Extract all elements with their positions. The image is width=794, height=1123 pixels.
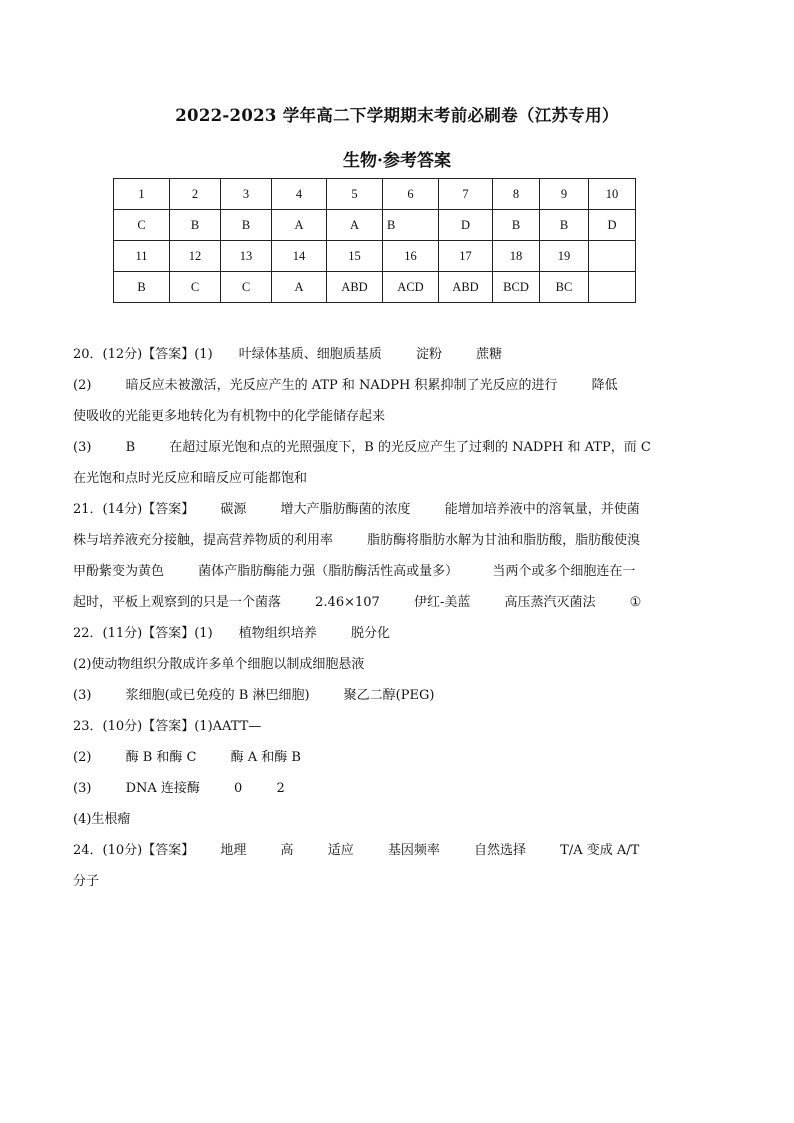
q20-header: 20．(12分)【答案】(1) xyxy=(73,347,213,362)
q23-line3 xyxy=(73,773,683,804)
answer-cell: B xyxy=(540,210,589,241)
q20-answer: 降低 xyxy=(591,378,618,393)
q22-line3 xyxy=(73,680,683,711)
q24-answer: 高 xyxy=(280,843,294,858)
q24-answer: 适应 xyxy=(327,843,354,858)
answer-cell: C xyxy=(221,272,272,303)
q21-answer: ① xyxy=(629,595,642,610)
q20-line1 xyxy=(73,339,683,370)
answer-table-row xyxy=(114,179,636,210)
part-label: (2) xyxy=(73,750,92,765)
q21-answer: 脂肪酶将脂肪水解为甘油和脂肪酸，脂肪酸使溴 xyxy=(367,533,641,548)
q20-answer: 蔗糖 xyxy=(476,347,503,362)
answer-table-row xyxy=(114,272,636,303)
question-number-cell: 9 xyxy=(540,179,589,210)
part-label: (2) xyxy=(73,378,92,393)
answer-cell: D xyxy=(589,210,636,241)
part-label: (3) xyxy=(73,440,92,455)
question-number-cell: 10 xyxy=(589,179,636,210)
part-label: (3) xyxy=(73,781,92,796)
q21-answer: 碳源 xyxy=(220,502,247,517)
q20-answer: 叶绿体基质、细胞质基质 xyxy=(238,347,382,362)
answer-cell: A xyxy=(327,210,383,241)
q22-answer: 脱分化 xyxy=(350,626,390,641)
answer-cell: D xyxy=(439,210,493,241)
q23-answer: 酶 A 和酶 B xyxy=(230,750,301,765)
question-number-cell: 18 xyxy=(493,241,540,272)
q23-answer: 0 xyxy=(234,781,243,796)
answer-cell xyxy=(589,272,636,303)
question-number-cell: 16 xyxy=(383,241,439,272)
q21-header: 21．(14分)【答案】 xyxy=(73,502,195,517)
question-number-cell: 4 xyxy=(272,179,327,210)
answer-table xyxy=(113,178,636,303)
q20-answer: 在光饱和点时光反应和暗反应可能都饱和 xyxy=(73,471,308,486)
answer-cell: B xyxy=(221,210,272,241)
q24-answer: 自然选择 xyxy=(474,843,527,858)
q23-answer: (4)生根瘤 xyxy=(73,812,131,827)
q21-line1 xyxy=(73,494,683,525)
q21-answer: 增大产脂肪酶菌的浓度 xyxy=(280,502,411,517)
q23-answer: 2 xyxy=(276,781,285,796)
q22-answer: 植物组织培养 xyxy=(238,626,317,641)
question-number-cell: 2 xyxy=(170,179,221,210)
q23-answer: 酶 B 和酶 C xyxy=(125,750,197,765)
question-number-cell: 8 xyxy=(493,179,540,210)
question-number-cell: 15 xyxy=(327,241,383,272)
question-number-cell: 12 xyxy=(170,241,221,272)
q24-answer: 基因频率 xyxy=(387,843,440,858)
question-number-cell: 13 xyxy=(221,241,272,272)
q21-answer: 甲酚紫变为黄色 xyxy=(73,564,165,579)
q21-answer: 能增加培养液中的溶氧量，并使菌 xyxy=(444,502,640,517)
q20-line3 xyxy=(73,401,683,432)
q24-line2 xyxy=(73,866,683,897)
q24-answer: T/A 变成 A/T xyxy=(560,843,640,858)
q21-line3 xyxy=(73,556,683,587)
q21-answer: 起时，平板上观察到的只是一个菌落 xyxy=(73,595,282,610)
q20-answer: 在超过原光饱和点的光照强度下，B 的光反应产生了过剩的 NADPH 和 ATP，而 C xyxy=(169,440,651,455)
answer-table-row xyxy=(114,210,636,241)
question-number-cell: 17 xyxy=(439,241,493,272)
q20-answer: 使吸收的光能更多地转化为有机物中的化学能储存起来 xyxy=(73,409,386,424)
q24-answer: 地理 xyxy=(220,843,247,858)
question-number-cell xyxy=(589,241,636,272)
q21-answer: 高压蒸汽灭菌法 xyxy=(504,595,596,610)
answer-cell: A xyxy=(272,272,327,303)
page-subtitle: 生物·参考答案 xyxy=(343,151,451,171)
q22-answer: (2)使动物组织分散成许多单个细胞以制成细胞悬液 xyxy=(73,657,365,672)
answer-cell: B xyxy=(383,210,439,241)
answer-cell: C xyxy=(114,210,170,241)
answer-cell: ABD xyxy=(327,272,383,303)
q20-line4 xyxy=(73,432,683,463)
q23-header: 23．(10分)【答案】(1)AATT— xyxy=(73,719,262,734)
q20-answer: B xyxy=(125,440,136,455)
q22-line1 xyxy=(73,618,683,649)
q20-answer: 暗反应未被激活，光反应产生的 ATP 和 NADPH 积累抑制了光反应的进行 xyxy=(125,378,558,393)
q20-line2 xyxy=(73,370,683,401)
answer-cell: ACD xyxy=(383,272,439,303)
answer-cell: B xyxy=(170,210,221,241)
q23-answer: DNA 连接酶 xyxy=(125,781,200,796)
q22-answer: 聚乙二醇(PEG) xyxy=(343,688,435,703)
q22-header: 22．(11分)【答案】(1) xyxy=(73,626,213,641)
question-number-cell: 7 xyxy=(439,179,493,210)
q21-answer: 株与培养液充分接触，提高营养物质的利用率 xyxy=(73,533,334,548)
q21-answer: 2.46×107 xyxy=(315,595,380,610)
answer-cell: BC xyxy=(540,272,589,303)
q21-answer: 菌体产脂肪酶能力强（脂肪酶活性高或量多） xyxy=(198,564,459,579)
question-number-cell: 1 xyxy=(114,179,170,210)
question-number-cell: 6 xyxy=(383,179,439,210)
answer-table-row xyxy=(114,241,636,272)
question-number-cell: 3 xyxy=(221,179,272,210)
q24-answer: 分子 xyxy=(73,874,100,889)
answer-body-text xyxy=(73,339,683,897)
page-title: 2022-2023 学年高二下学期期末考前必刷卷（江苏专用） xyxy=(175,106,619,125)
answer-cell: C xyxy=(170,272,221,303)
part-label: (3) xyxy=(73,688,92,703)
q21-answer: 伊红-美蓝 xyxy=(413,595,471,610)
q20-answer: 淀粉 xyxy=(415,347,442,362)
question-number-cell: 14 xyxy=(272,241,327,272)
answer-cell: ABD xyxy=(439,272,493,303)
question-number-cell: 19 xyxy=(540,241,589,272)
answer-cell: A xyxy=(272,210,327,241)
q22-line2 xyxy=(73,649,683,680)
answer-cell: B xyxy=(114,272,170,303)
q21-line4 xyxy=(73,587,683,618)
answer-cell: BCD xyxy=(493,272,540,303)
q20-line5 xyxy=(73,463,683,494)
q21-line2 xyxy=(73,525,683,556)
q23-line2 xyxy=(73,742,683,773)
q23-line4 xyxy=(73,804,683,835)
question-number-cell: 11 xyxy=(114,241,170,272)
q22-answer: 浆细胞(或已免疫的 B 淋巴细胞) xyxy=(125,688,310,703)
q24-line1 xyxy=(73,835,683,866)
q23-line1 xyxy=(73,711,683,742)
q24-header: 24．(10分)【答案】 xyxy=(73,843,195,858)
answer-cell: B xyxy=(493,210,540,241)
q21-answer: 当两个或多个细胞连在一 xyxy=(492,564,636,579)
question-number-cell: 5 xyxy=(327,179,383,210)
